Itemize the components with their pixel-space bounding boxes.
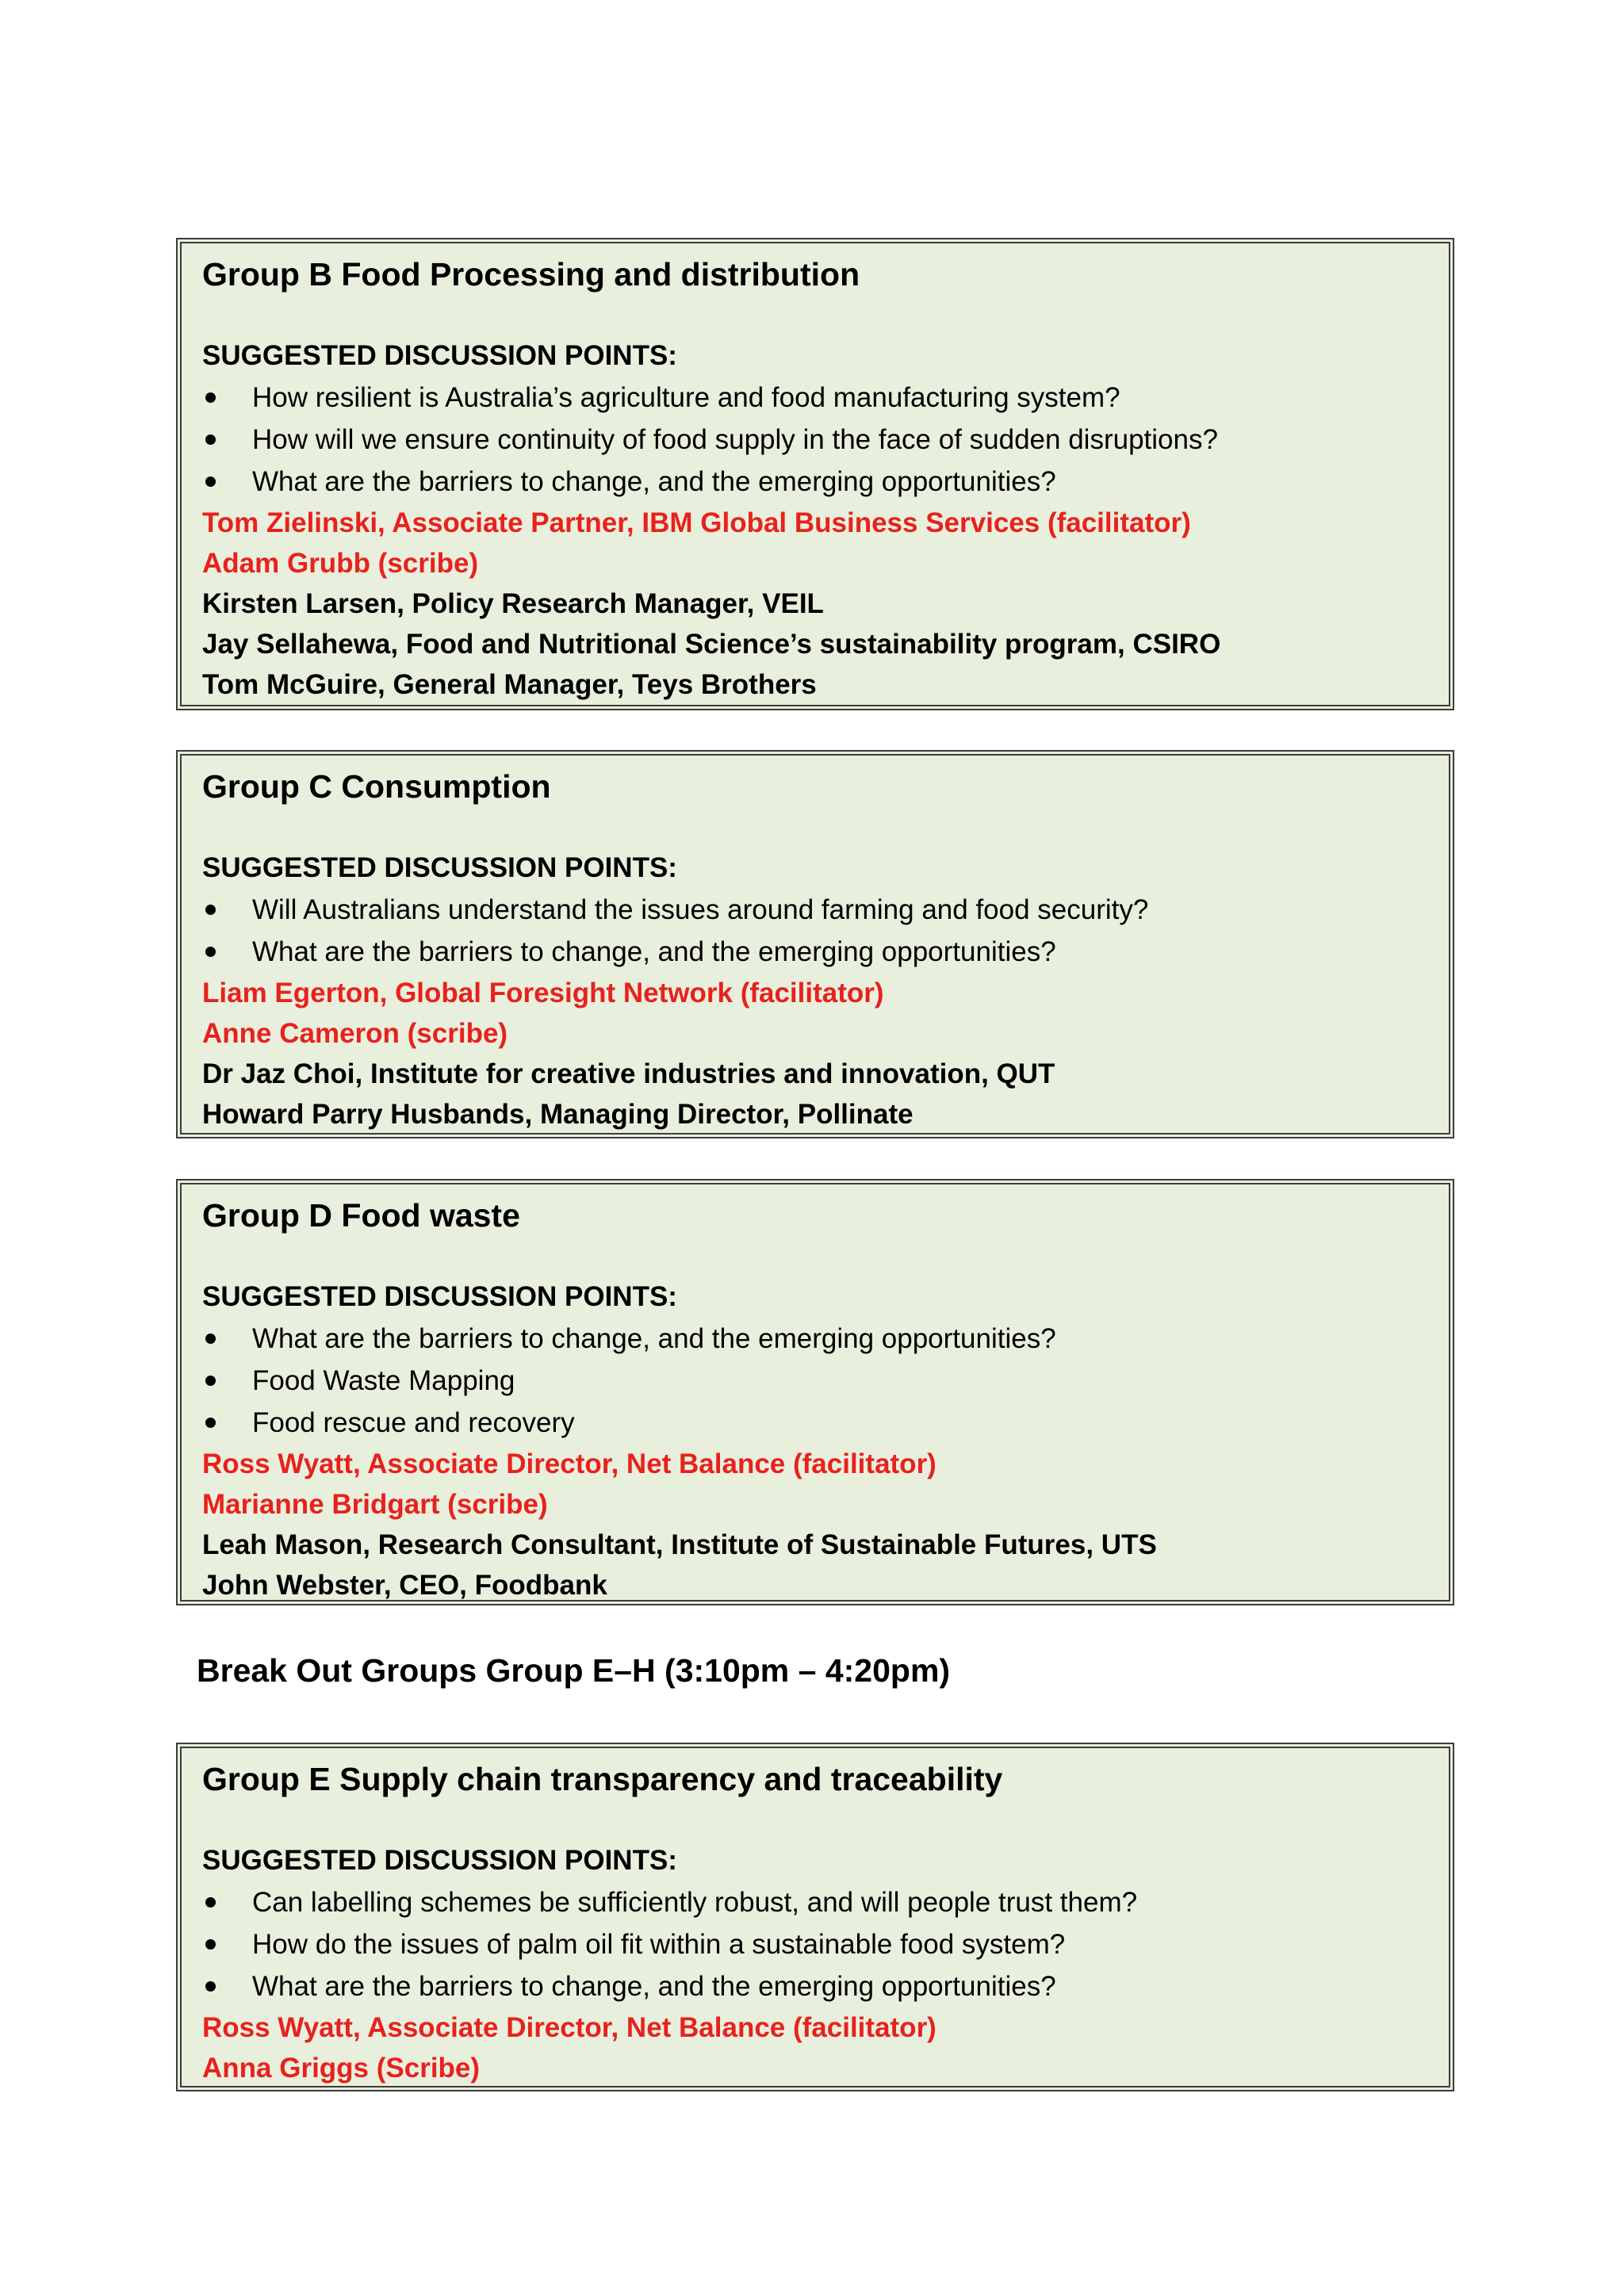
bullet-icon (205, 434, 216, 445)
participant: Kirsten Larsen, Policy Research Manager, VEIL (202, 588, 824, 619)
discussion-points-list (202, 1881, 1428, 2007)
participant: Jay Sellahewa, Food and Nutritional Science’s sustainability program, CSIRO (202, 629, 1221, 660)
scribe: Marianne Bridgart (scribe) (202, 1489, 548, 1520)
list-item: Food Waste Mapping (202, 1360, 1428, 1402)
participant: Howard Parry Husbands, Managing Director, Pollinate (202, 1099, 914, 1130)
group-title: Group B Food Processing and distribution (202, 256, 860, 293)
bullet-icon (205, 1418, 216, 1428)
group-title: Group C Consumption (202, 768, 551, 805)
group-d-box (176, 1179, 1454, 1605)
participant: Tom McGuire, General Manager, Teys Brothers (202, 669, 817, 700)
list-item: What are the barriers to change, and the emerging opportunities? (202, 461, 1428, 503)
bullet-icon (205, 392, 216, 403)
group-title: Group E Supply chain transparency and traceability (202, 1761, 1003, 1797)
discussion-points-label: SUGGESTED DISCUSSION POINTS: (202, 340, 677, 371)
list-item: Food rescue and recovery (202, 1402, 1428, 1444)
discussion-points-list (202, 1318, 1428, 1444)
bullet-icon (205, 947, 216, 957)
list-item: How do the issues of palm oil fit within a sustainable food system? (202, 1923, 1428, 1965)
facilitator: Ross Wyatt, Associate Director, Net Balance (facilitator) (202, 2012, 936, 2043)
participant: John Webster, CEO, Foodbank (202, 1570, 607, 1601)
list-item: What are the barriers to change, and the emerging opportunities? (202, 1318, 1428, 1360)
participant: Dr Jaz Choi, Institute for creative industries and innovation, QUT (202, 1058, 1055, 1089)
list-item: Will Australians understand the issues around farming and food security? (202, 889, 1428, 931)
bullet-icon (205, 1334, 216, 1344)
group-e-box (176, 1743, 1454, 2091)
list-item: How will we ensure continuity of food supply in the face of sudden disruptions? (202, 419, 1428, 461)
scribe: Adam Grubb (scribe) (202, 548, 479, 579)
facilitator: Tom Zielinski, Associate Partner, IBM Global Business Services (facilitator) (202, 507, 1191, 538)
discussion-points-label: SUGGESTED DISCUSSION POINTS: (202, 1281, 677, 1312)
bullet-icon (205, 1897, 216, 1908)
discussion-points-label: SUGGESTED DISCUSSION POINTS: (202, 1845, 677, 1876)
facilitator: Ross Wyatt, Associate Director, Net Balance (facilitator) (202, 1448, 936, 1479)
breakout-heading: Break Out Groups Group E–H (3:10pm – 4:20pm) (197, 1652, 951, 1689)
discussion-points-list (202, 889, 1428, 973)
list-item: Can labelling schemes be sufficiently robust, and will people trust them? (202, 1881, 1428, 1923)
participant: Leah Mason, Research Consultant, Institute of Sustainable Futures, UTS (202, 1529, 1157, 1560)
group-b-box (176, 238, 1454, 710)
discussion-points-label: SUGGESTED DISCUSSION POINTS: (202, 852, 677, 883)
list-item: What are the barriers to change, and the emerging opportunities? (202, 931, 1428, 973)
bullet-icon (205, 1939, 216, 1950)
list-item: What are the barriers to change, and the emerging opportunities? (202, 1965, 1428, 2007)
bullet-icon (205, 1376, 216, 1386)
group-c-box (176, 750, 1454, 1138)
list-item: How resilient is Australia’s agriculture and food manufacturing system? (202, 377, 1428, 419)
bullet-icon (205, 1981, 216, 1992)
discussion-points-list (202, 377, 1428, 503)
bullet-icon (205, 476, 216, 487)
group-title: Group D Food waste (202, 1197, 520, 1234)
scribe: Anne Cameron (scribe) (202, 1018, 508, 1049)
facilitator: Liam Egerton, Global Foresight Network (facilitator) (202, 978, 884, 1008)
bullet-icon (205, 905, 216, 915)
scribe: Anna Griggs (Scribe) (202, 2053, 481, 2084)
